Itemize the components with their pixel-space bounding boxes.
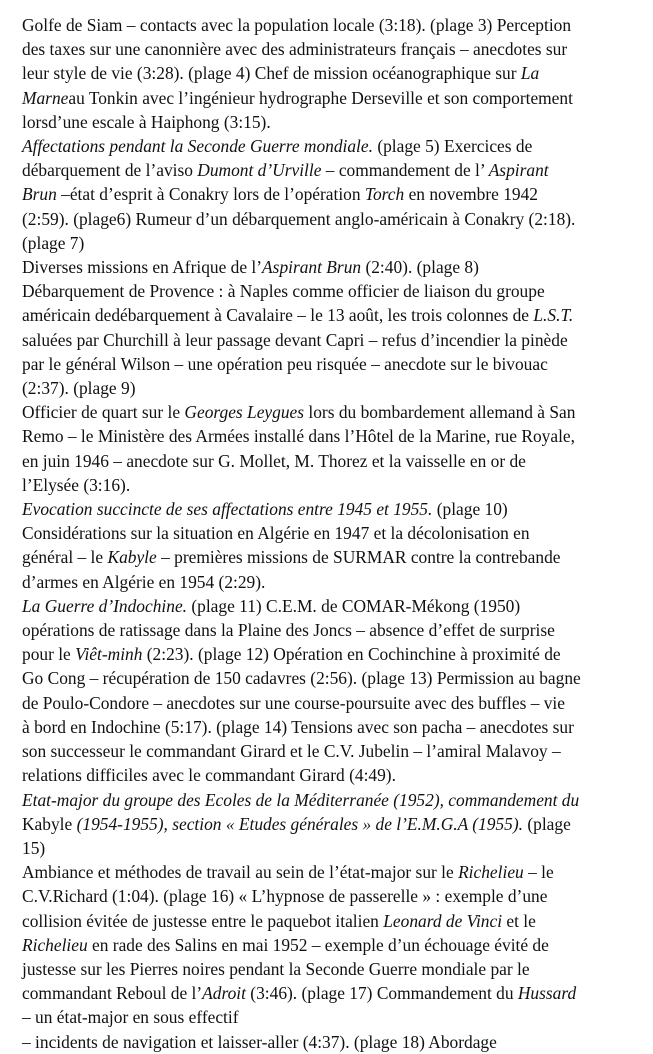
text-line bbox=[22, 449, 647, 473]
text-segment: Officier de quart sur le bbox=[22, 402, 185, 423]
italic-text-segment: Georges Leygues bbox=[184, 402, 305, 423]
italic-text-segment: Evocation succincte de ses affectations entre 1945 et 1955. bbox=[22, 499, 433, 520]
text-segment: son successeur le commandant Girard et le C.V. Jubelin – l’amiral Malavoy – bbox=[22, 741, 561, 762]
text-segment: Kabyle bbox=[22, 813, 77, 834]
text-line bbox=[22, 110, 647, 134]
text-segment: pour le bbox=[22, 644, 76, 665]
text-segment: et le bbox=[502, 910, 536, 931]
text-segment: Diverses missions en Afrique de l’ bbox=[22, 257, 263, 278]
text-segment: lorsd’une escale à Haiphong (3:15). bbox=[22, 111, 271, 132]
text-segment: (2:40). (plage 8) bbox=[361, 257, 479, 278]
text-segment: justesse sur les Pierres noires pendant la Seconde Guerre mondiale par le bbox=[22, 958, 530, 979]
text-line bbox=[22, 933, 647, 957]
italic-text-segment: La Guerre d’Indochine. bbox=[22, 595, 188, 616]
text-line bbox=[22, 352, 647, 376]
text-segment: (plage 11) C.E.M. de COMAR-Mékong (1950) bbox=[187, 595, 521, 616]
text-line bbox=[22, 1030, 647, 1054]
text-line bbox=[22, 909, 647, 933]
text-line bbox=[22, 545, 647, 569]
text-line bbox=[22, 303, 647, 327]
italic-text-segment: Marne bbox=[22, 87, 69, 108]
text-segment: à bord en Indochine (5:17). (plage 14) Tensions avec son pacha – anecdotes sur bbox=[22, 716, 574, 737]
text-line bbox=[22, 279, 647, 303]
text-segment: en novembre 1942 bbox=[404, 184, 538, 205]
text-line bbox=[22, 400, 647, 424]
text-segment: – le bbox=[523, 862, 554, 883]
text-line bbox=[22, 836, 647, 860]
text-segment: C.V.Richard (1:04). (plage 16) « L’hypnose de passerelle » : exemple d’une bbox=[22, 886, 548, 907]
text-line bbox=[22, 86, 647, 110]
text-line bbox=[22, 691, 647, 715]
text-line bbox=[22, 570, 647, 594]
text-line bbox=[22, 594, 647, 618]
text-segment: (plage 5) Exercices de bbox=[372, 136, 533, 157]
text-segment: l’Elysée (3:16). bbox=[22, 474, 131, 495]
italic-text-segment: Viêt-minh bbox=[75, 644, 143, 665]
text-segment: – incidents de navigation et laisser-aller (4:37). (plage 18) Abordage bbox=[22, 1031, 497, 1052]
text-segment: relations difficiles avec le commandant Girard (4:49). bbox=[22, 765, 396, 786]
text-line bbox=[22, 1005, 647, 1029]
text-line bbox=[22, 255, 647, 279]
italic-text-segment: Brun bbox=[22, 184, 57, 205]
text-line bbox=[22, 860, 647, 884]
italic-text-segment: Richelieu bbox=[458, 862, 524, 883]
text-segment: Golfe de Siam – contacts avec la population locale (3:18). (plage 3) Perception bbox=[22, 15, 572, 35]
text-line bbox=[22, 788, 647, 812]
text-segment: Considérations sur la situation en Algérie en 1947 et la décolonisation en bbox=[22, 523, 530, 544]
text-line bbox=[22, 231, 647, 255]
text-segment: (2:23). (plage 12) Opération en Cochinchine à proximité de bbox=[142, 644, 561, 665]
text-segment: de Poulo-Condore – anecdotes sur une course-poursuite avec des buffles – vie bbox=[22, 692, 565, 713]
text-line bbox=[22, 473, 647, 497]
text-line bbox=[22, 521, 647, 545]
text-segment: par le général Wilson – une opération peu risquée – anecdote sur le bivouac bbox=[22, 353, 548, 374]
text-line bbox=[22, 207, 647, 231]
italic-text-segment: Adroit bbox=[202, 983, 246, 1004]
text-line bbox=[22, 884, 647, 908]
text-line bbox=[22, 715, 647, 739]
italic-text-segment: Torch bbox=[364, 184, 405, 205]
text-segment: (2:59). (plage6) Rumeur d’un débarquement anglo-américain à Conakry (2:18). bbox=[22, 208, 576, 229]
italic-text-segment: Etat-major du groupe des Ecoles de la Méditerranée (1952), commandement du bbox=[22, 789, 580, 810]
italic-text-segment: Hussard bbox=[517, 983, 577, 1004]
text-segment: (plage bbox=[523, 813, 571, 834]
text-line bbox=[22, 666, 647, 690]
text-line bbox=[22, 642, 647, 666]
text-segment: au Tonkin avec l’ingénieur hydrographe Derseville et son comportement bbox=[68, 87, 573, 108]
text-line bbox=[22, 37, 647, 61]
document-page bbox=[22, 13, 647, 1054]
italic-text-segment: Richelieu bbox=[22, 934, 88, 955]
text-segment: en juin 1946 – anecdote sur G. Mollet, M. Thorez et la vaisselle en or de bbox=[22, 450, 526, 471]
italic-text-segment: Affectations pendant la Seconde Guerre mondiale. bbox=[22, 136, 373, 157]
italic-text-segment: Aspirant Brun bbox=[262, 257, 362, 278]
text-segment: commandant Reboul de l’ bbox=[22, 983, 203, 1004]
text-line bbox=[22, 328, 647, 352]
text-segment: – premières missions de SURMAR contre la contrebande bbox=[156, 547, 561, 568]
text-segment: –état d’esprit à Conakry lors de l’opération bbox=[56, 184, 365, 205]
text-segment: leur style de vie (3:28). (plage 4) Chef de mission océanographique sur bbox=[22, 63, 521, 84]
text-segment: débarquement de l’aviso bbox=[22, 160, 198, 181]
text-line bbox=[22, 13, 647, 37]
text-line bbox=[22, 497, 647, 521]
italic-text-segment: (1954-1955), section « Etudes générales » de l’E.M.G.A (1955). bbox=[76, 813, 524, 834]
text-segment: (2:37). (plage 9) bbox=[22, 378, 136, 399]
italic-text-segment: Dumont d’Urville bbox=[197, 160, 322, 181]
text-segment: (plage 10) bbox=[432, 499, 508, 520]
text-line bbox=[22, 134, 647, 158]
text-line bbox=[22, 182, 647, 206]
text-segment: Débarquement de Provence : à Naples comme officier de liaison du groupe bbox=[22, 281, 545, 302]
italic-text-segment: Aspirant bbox=[488, 160, 549, 181]
italic-text-segment: Leonard de Vinci bbox=[383, 910, 503, 931]
text-segment: Remo – le Ministère des Armées installé dans l’Hôtel de la Marine, rue Royale, bbox=[22, 426, 575, 447]
text-line bbox=[22, 957, 647, 981]
italic-text-segment: La bbox=[520, 63, 540, 84]
text-line bbox=[22, 618, 647, 642]
text-segment: collision évitée de justesse entre le paquebot italien bbox=[22, 910, 384, 931]
text-segment: Ambiance et méthodes de travail au sein de l’état-major sur le bbox=[22, 862, 459, 883]
text-segment: général – le bbox=[22, 547, 108, 568]
text-line bbox=[22, 812, 647, 836]
text-segment: saluées par Churchill à leur passage devant Capri – refus d’incendier la pinède bbox=[22, 329, 568, 350]
text-line bbox=[22, 158, 647, 182]
text-segment: – commandement de l’ bbox=[321, 160, 489, 181]
text-line bbox=[22, 376, 647, 400]
italic-text-segment: Kabyle bbox=[107, 547, 157, 568]
text-line bbox=[22, 424, 647, 448]
text-line bbox=[22, 61, 647, 85]
text-segment: 15) bbox=[22, 837, 46, 858]
text-segment: (plage 7) bbox=[22, 232, 85, 253]
text-segment: d’armes en Algérie en 1954 (2:29). bbox=[22, 571, 266, 592]
text-segment: (3:46). (plage 17) Commandement du bbox=[245, 983, 518, 1004]
text-segment: lors du bombardement allemand à San bbox=[304, 402, 576, 423]
text-segment: – un état-major en sous effectif bbox=[22, 1007, 239, 1028]
text-segment: Go Cong – récupération de 150 cadavres (2:56). (plage 13) Permission au bagne bbox=[22, 668, 581, 689]
text-line bbox=[22, 981, 647, 1005]
text-segment: opérations de ratissage dans la Plaine des Joncs – absence d’effet de surprise bbox=[22, 620, 555, 641]
text-segment: américain dedébarquement à Cavalaire – le 13 août, les trois colonnes de bbox=[22, 305, 534, 326]
text-line bbox=[22, 763, 647, 787]
text-segment: des taxes sur une canonnière avec des administrateurs français – anecdotes sur bbox=[22, 39, 568, 60]
text-segment: en rade des Salins en mai 1952 – exemple d’un échouage évité de bbox=[87, 934, 549, 955]
italic-text-segment: L.S.T. bbox=[533, 305, 574, 326]
text-line bbox=[22, 739, 647, 763]
